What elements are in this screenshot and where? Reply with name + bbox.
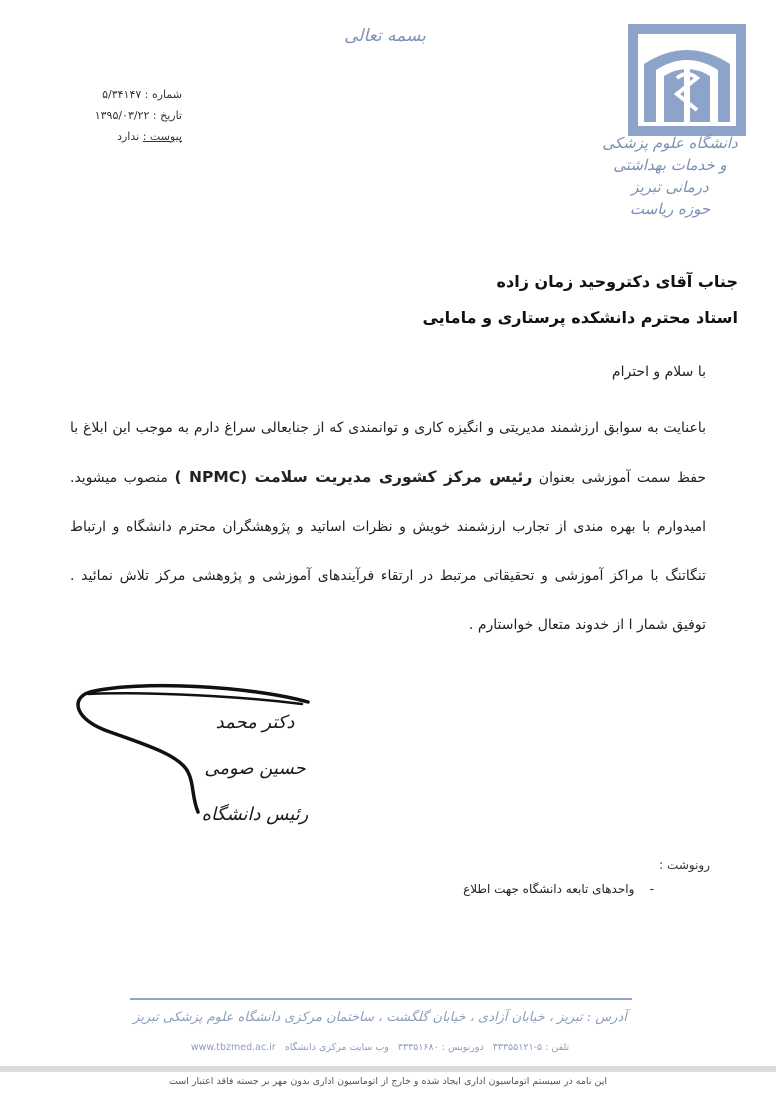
university-name-line: و خدمات بهداشتی درمانی تبریز [613, 156, 727, 196]
signatory [190, 700, 320, 838]
footer-website-label: وب سایت مرکزی دانشگاه [284, 1042, 389, 1053]
body-text-part1: باعنایت به سوابق ارزشمند مدیریتی و انگیزه کاری و توانمندی که از جنابعالی سراغ دارم به موجب این ابلاغ با حفظ سمت آموزشی بعنوان [70, 420, 706, 486]
cc-item [463, 882, 654, 896]
letter-number-value: ۵/۳۴۱۴۷ [102, 88, 142, 101]
letter-meta [90, 84, 182, 147]
letter-attachment-value: ندارد [117, 130, 140, 143]
letter-date-value: ۱۳۹۵/۰۳/۲۲ [94, 109, 150, 122]
cc-item-text: واحدهای تابعه دانشگاه جهت اطلاع [463, 882, 635, 896]
letter-date-label: تاریخ : [152, 109, 182, 122]
footer-website-link[interactable]: www.tbzmed.ac.ir [190, 1042, 276, 1053]
cc-bullet: - [649, 882, 654, 896]
university-name [590, 132, 750, 220]
signatory-title: رئیس دانشگاه [201, 804, 309, 825]
footer-address: آدرس : تبریز ، خیابان آزادی ، خیابان گلگشت ، ساختمان مرکزی دانشگاه علوم پزشکی تبریز [133, 1010, 627, 1025]
footer-contact [120, 1042, 640, 1053]
letter-date [90, 105, 182, 126]
recipient-name: جناب آقای دکتروحید زمان زاده [496, 272, 738, 291]
letter-number [90, 84, 182, 105]
basmala: بسمه تعالی [344, 26, 426, 46]
letter-body [70, 404, 706, 650]
footer-fax: دورنویس : ۳۳۳۵۱۶۸۰ [397, 1042, 484, 1053]
footer-phone: تلفن : ۵-۳۳۳۵۵۱۲۱ [492, 1042, 570, 1053]
footer-bar [0, 1066, 776, 1072]
cc-label: رونوشت : [659, 858, 710, 872]
letter-number-label: شماره : [144, 88, 182, 101]
appointment-role-title: رئیس مرکز کشوری مدیریت سلامت (NPMC ) [174, 468, 533, 486]
body-text-part2: منصوب میشوید. امیدوارم با بهره مندی از تجارب ارزشمند خویش و نظرات اساتید و پژوهشگران محترم دانشگاه و ارتباط تنگاتنگ با مراکز آموزشی و تحقیقاتی مرتبط در ارتقاء فرآیندهای آموزشی و پژوهشی مرکز تلاش نمائید . توفیق شمار ا از خدوند متعال خواستارم . [70, 470, 706, 633]
letter-attachment-label: پیوست : [142, 130, 182, 143]
recipient-title: استاد محترم دانشکده پرستاری و مامایی [422, 308, 738, 327]
greeting: با سلام و احترام [611, 364, 706, 380]
letter-attachment [90, 126, 182, 147]
recipient-block [298, 264, 738, 336]
footer-disclaimer: این نامه در سیستم اتوماسیون اداری ایجاد شده و خارج از اتوماسیون اداری بدون مهر بر جسته فاقد اعتبار است [168, 1076, 608, 1087]
footer-divider [130, 998, 632, 1000]
university-name-line: حوزه ریاست [629, 200, 711, 218]
signatory-name: دکتر محمد حسین صومی [204, 712, 306, 779]
university-name-line: دانشگاه علوم پزشکی [602, 134, 738, 152]
